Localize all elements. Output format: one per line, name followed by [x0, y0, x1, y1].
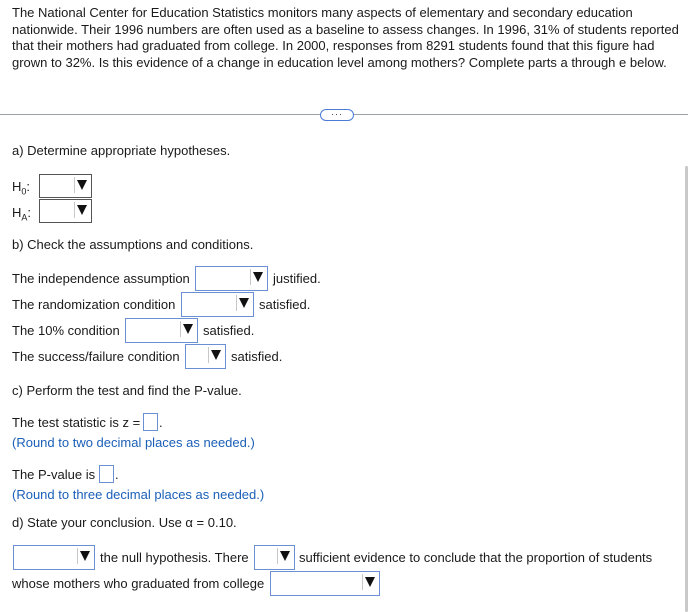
chevron-down-icon — [180, 321, 195, 337]
part-d-prompt: d) State your conclusion. Use α = 0.10. — [12, 515, 237, 530]
z-statistic-label: The test statistic is z = — [12, 415, 141, 430]
h0-label: $H_0$: — [12, 179, 31, 197]
evidence-dropdown[interactable] — [254, 545, 295, 570]
z-round-note: (Round to two decimal places as needed.) — [12, 435, 255, 450]
part-a-prompt: a) Determine appropriate hypotheses. — [12, 143, 231, 158]
reject-null-dropdown[interactable] — [13, 545, 95, 570]
chevron-down-icon — [277, 548, 292, 564]
ha-label: $H_A$: — [12, 205, 32, 223]
ten-percent-label: The 10% condition — [12, 323, 120, 338]
ten-percent-dropdown[interactable] — [125, 318, 198, 343]
chevron-down-icon — [74, 177, 89, 193]
chevron-down-icon — [74, 202, 89, 218]
success-failure-dropdown[interactable] — [185, 344, 226, 369]
chevron-down-icon — [236, 295, 251, 311]
proportion-change-dropdown[interactable] — [270, 571, 380, 596]
randomization-suffix: satisfied. — [259, 297, 311, 312]
independence-suffix: justified. — [273, 271, 321, 286]
conclusion-text-3: whose mothers who graduated from college — [12, 576, 265, 591]
p-round-note: (Round to three decimal places as needed.) — [12, 487, 265, 502]
independence-label: The independence assumption — [12, 271, 190, 286]
p-value-label: The P-value is — [12, 467, 96, 482]
success-failure-suffix: satisfied. — [231, 349, 283, 364]
part-b-prompt: b) Check the assumptions and conditions. — [12, 237, 254, 252]
randomization-dropdown[interactable] — [181, 292, 254, 317]
p-period: . — [115, 467, 119, 482]
h0-dropdown[interactable] — [39, 174, 92, 198]
chevron-down-icon — [362, 574, 377, 590]
more-options-button[interactable]: ··· — [320, 109, 354, 121]
ha-dropdown[interactable] — [39, 199, 92, 223]
randomization-label: The randomization condition — [12, 297, 176, 312]
part-c-prompt: c) Perform the test and find the P-value. — [12, 383, 242, 398]
z-statistic-input[interactable] — [143, 413, 158, 431]
conclusion-text-2: sufficient evidence to conclude that the proportion of students — [299, 550, 653, 565]
problem-statement: The National Center for Education Statistics monitors many aspects of elementary and secondary education nationwide. Their 1996 numbers are often used as a baseline to assess changes. In 1996, 31% of students reported that their mothers had graduated from college. In 2000, responses from 8291 students found that this figure had grown to 32%. Is this evidence of a change in education level among mothers? Complete parts a through e below. — [12, 5, 679, 70]
conclusion-text-1: the null hypothesis. There — [100, 550, 249, 565]
chevron-down-icon — [208, 347, 223, 363]
z-period: . — [159, 415, 163, 430]
success-failure-label: The success/failure condition — [12, 349, 180, 364]
p-value-input[interactable] — [99, 465, 114, 483]
chevron-down-icon — [77, 548, 92, 564]
ten-percent-suffix: satisfied. — [203, 323, 255, 338]
chevron-down-icon — [250, 269, 265, 285]
independence-dropdown[interactable] — [195, 266, 268, 291]
